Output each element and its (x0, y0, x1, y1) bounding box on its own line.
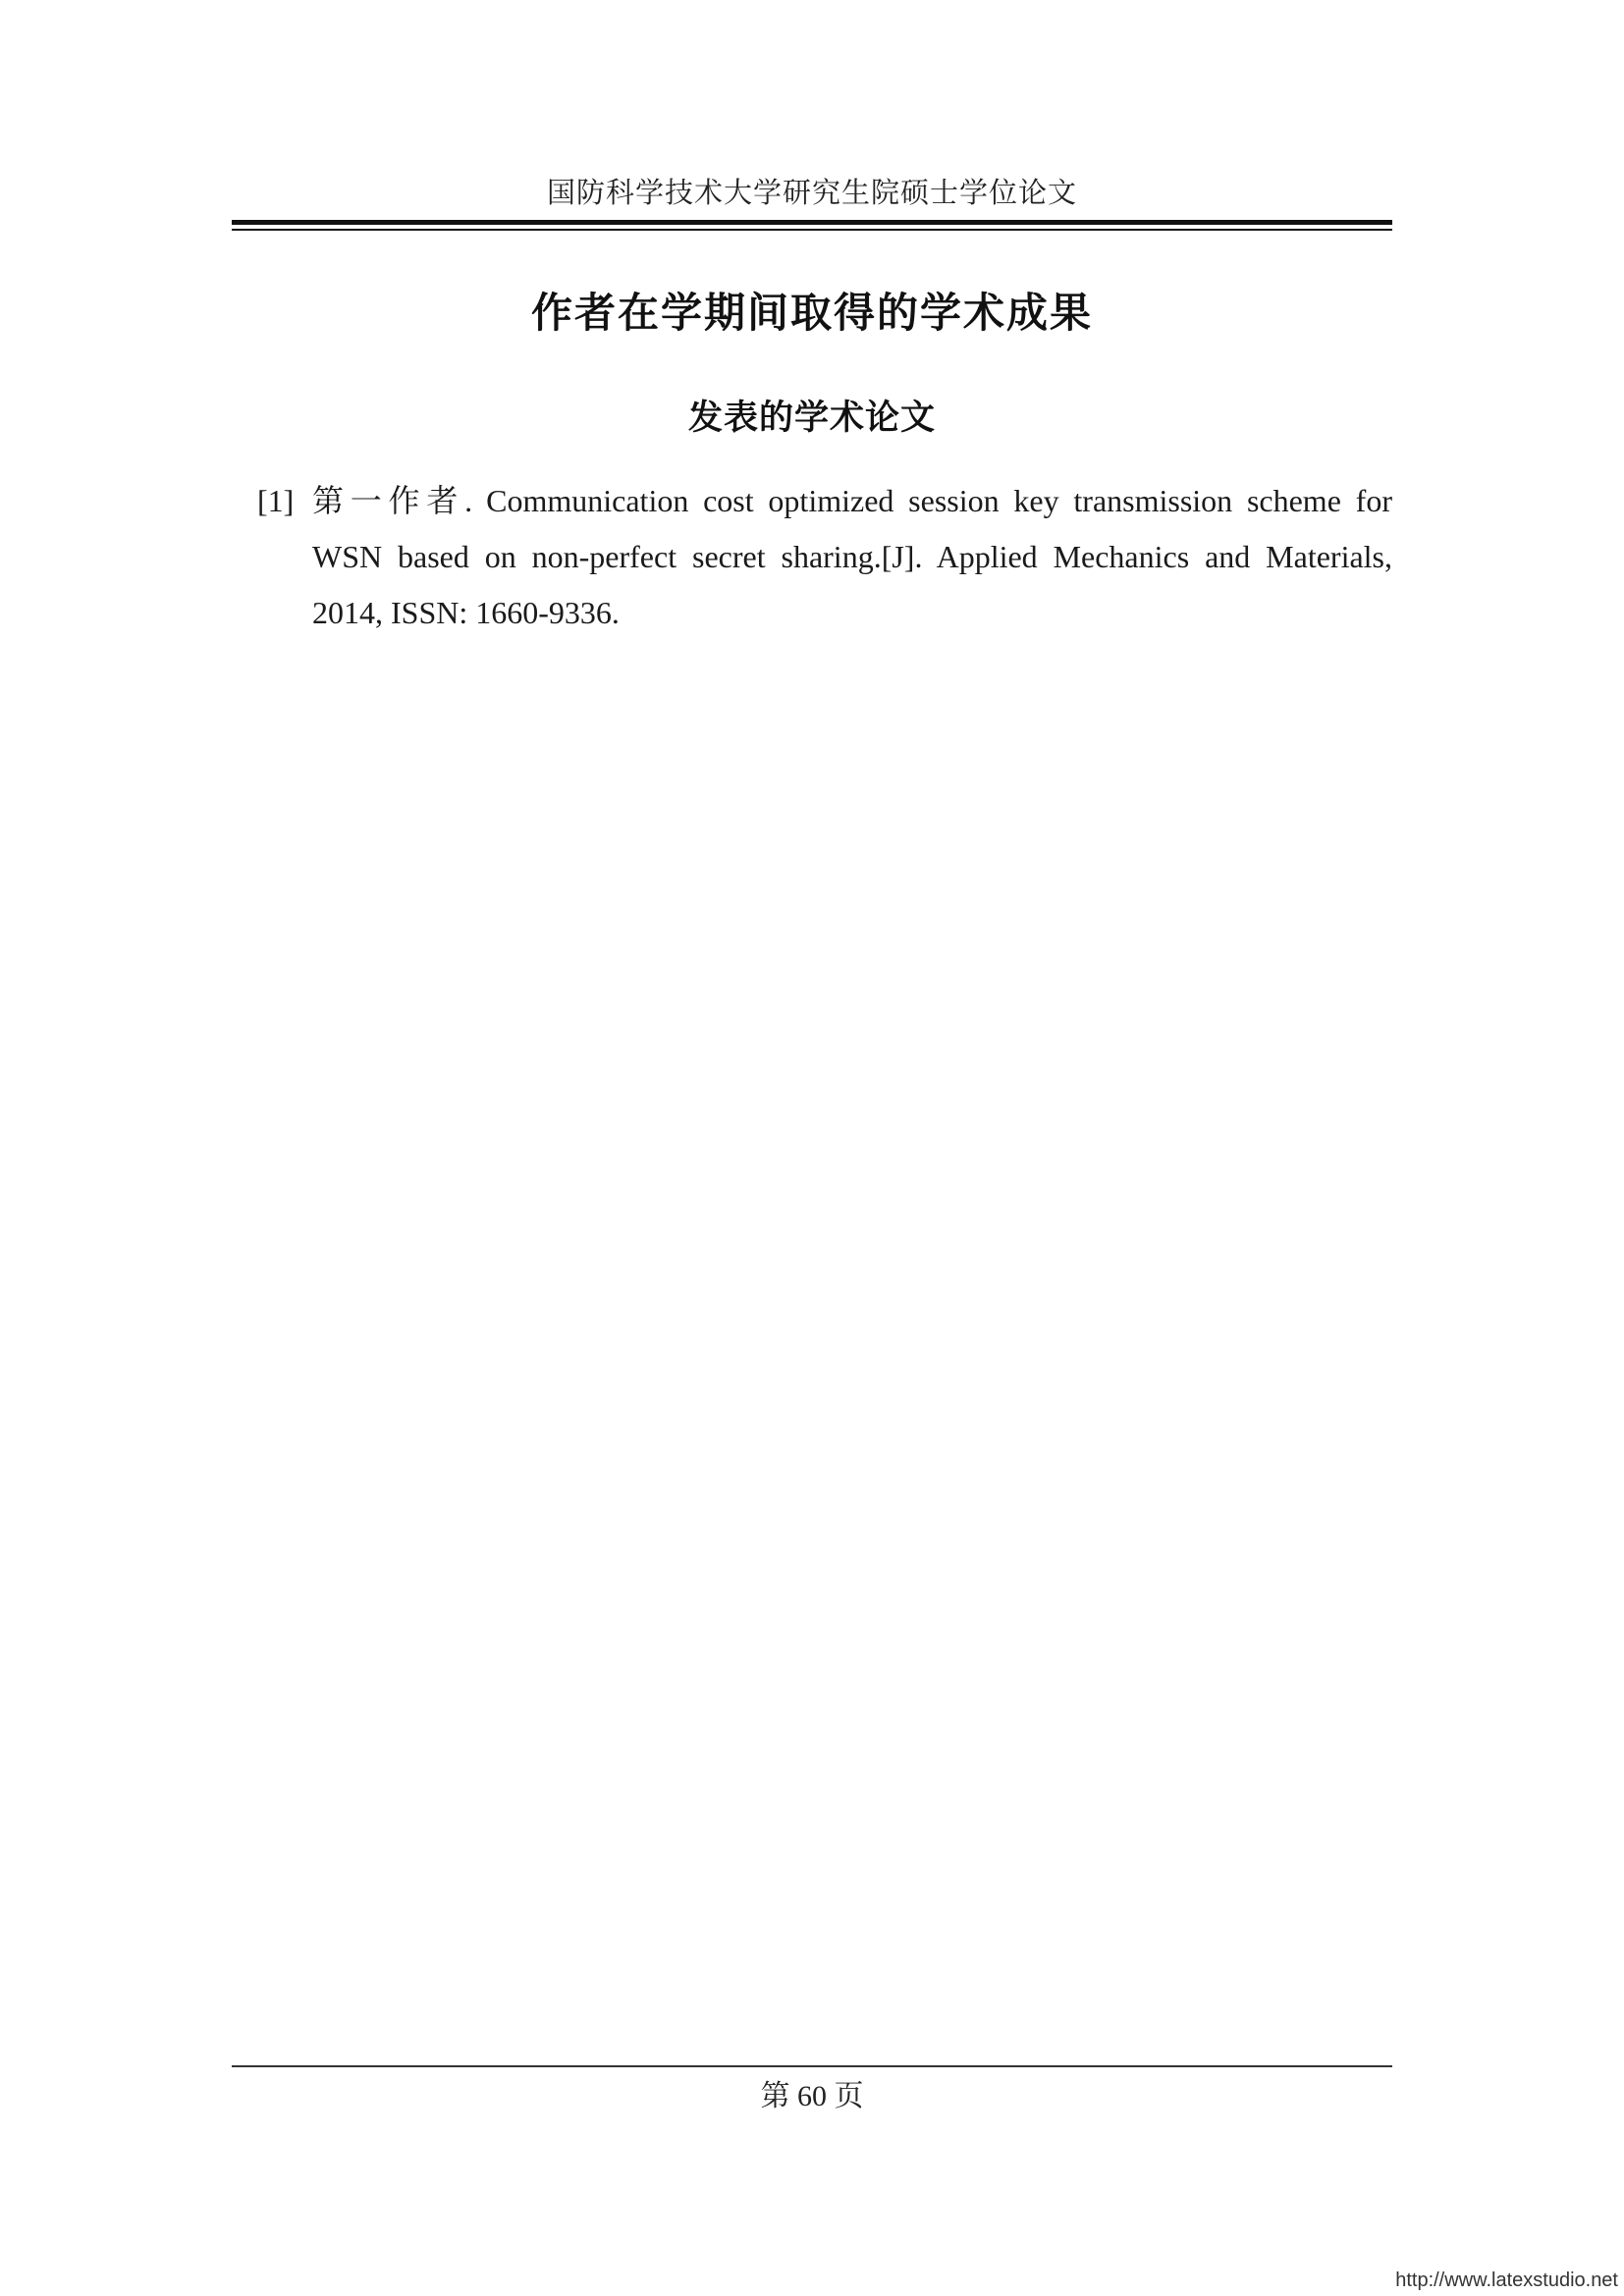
footer-rule (232, 2065, 1392, 2067)
section-title: 发表的学术论文 (687, 399, 936, 438)
reference-author: 第一作者. (312, 483, 473, 518)
header-rule-thick (232, 220, 1392, 225)
watermark-link: http://www.latexstudio.net (1395, 2269, 1618, 2291)
reference-item (257, 473, 1392, 641)
reference-number: [1] (257, 483, 295, 518)
reference-text: Communication cost optimized session key transmission scheme for WSN based on non-perfect secret sharing.[J]. Applied Mechanics and Materials, 2014, ISSN: 1660-9336. (312, 483, 1392, 630)
reference-list (257, 473, 1392, 641)
header-rule-thin (232, 229, 1392, 231)
running-header: 国防科学技术大学研究生院硕士学位论文 (546, 178, 1077, 209)
page-number: 第 60 页 (760, 2080, 864, 2112)
chapter-title: 作者在学期间取得的学术成果 (530, 289, 1093, 337)
